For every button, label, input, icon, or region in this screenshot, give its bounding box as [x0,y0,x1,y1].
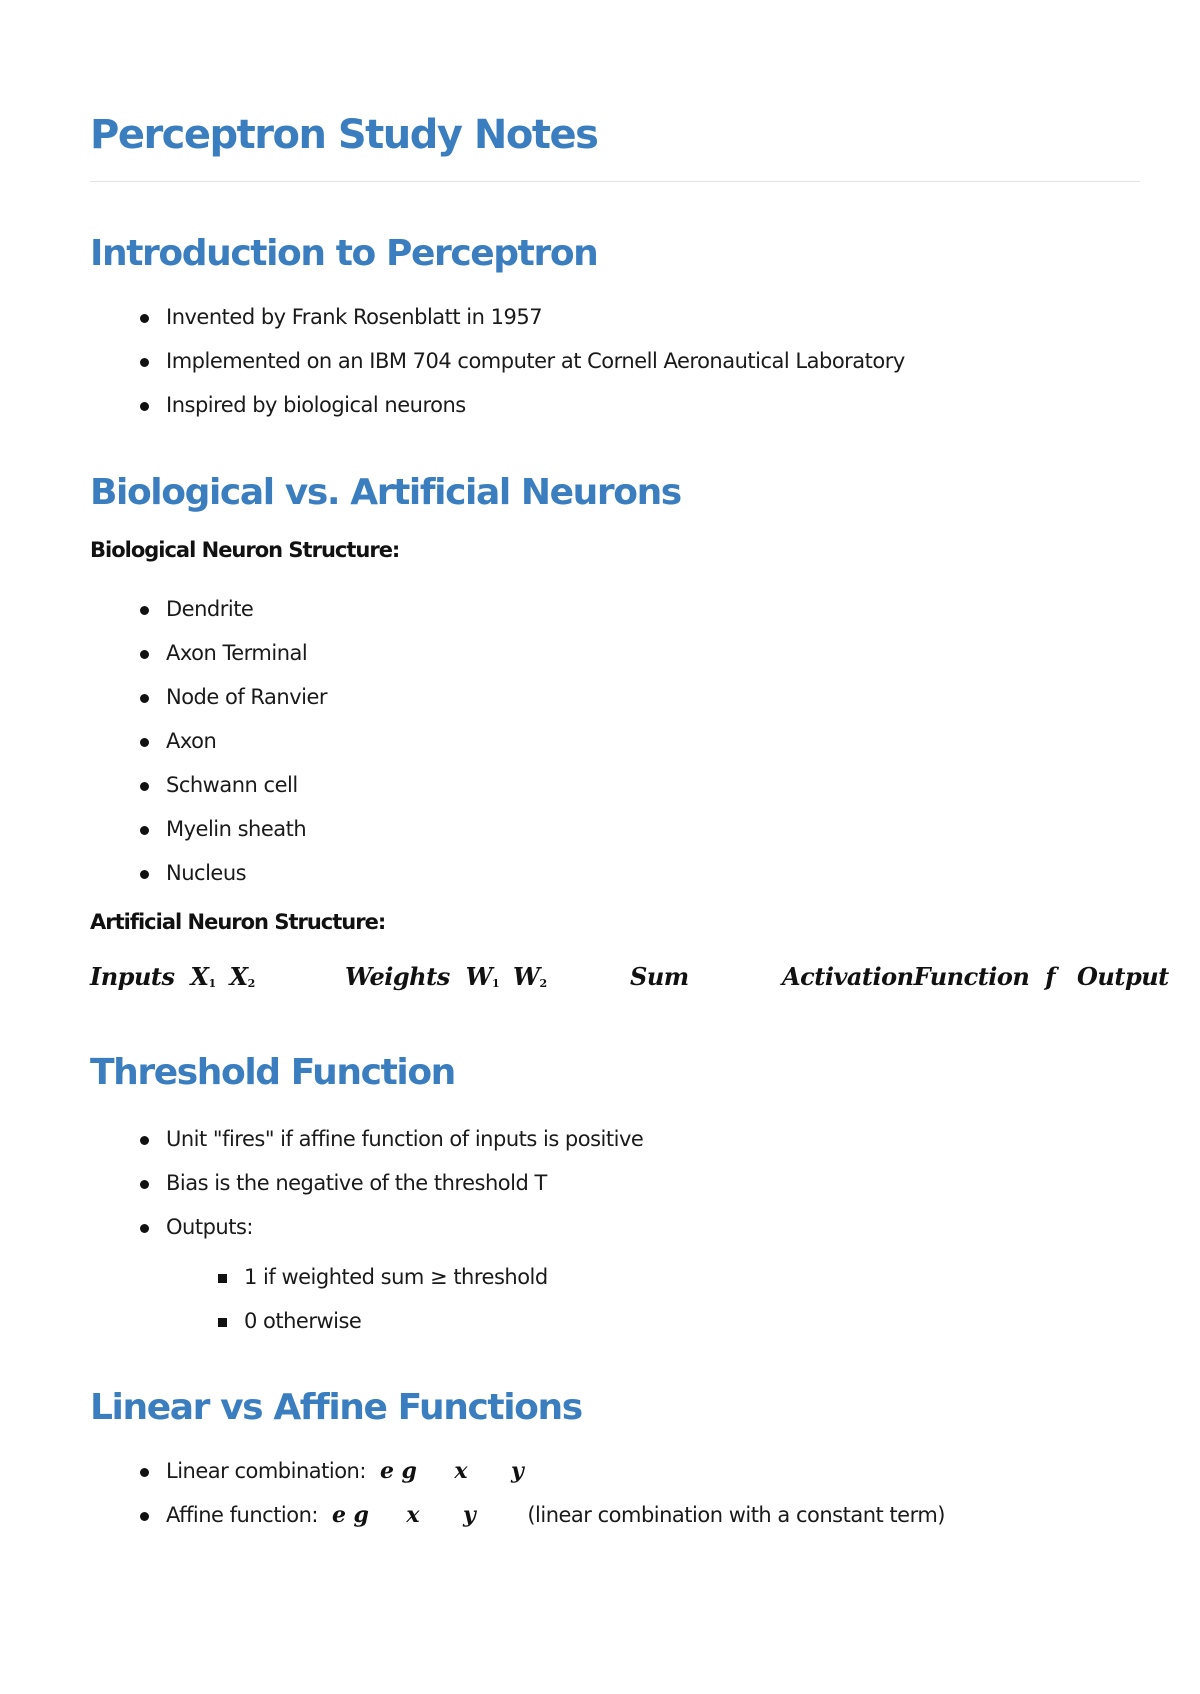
list-item: Outputs: [90,1212,1140,1256]
bio-subheading: Biological Neuron Structure: [90,538,400,562]
math-y: y [463,1502,476,1528]
math-x: x [406,1502,420,1528]
weights-term: Weights $W_1$ $W_2$ [345,962,547,991]
list-item: Implemented on an IBM 704 computer at Cornell Aeronautical Laboratory [90,346,1140,390]
list-item: Inspired by biological neurons [90,390,1140,434]
list-item: Schwann cell [90,770,1140,814]
intro-list [90,302,1140,434]
inputs-term: Inputs $X_1$ $X_2$ [90,962,255,991]
list-item: Axon [90,726,1140,770]
section-heading-intro: Introduction to Perceptron [90,233,598,274]
threshold-output-list [90,1262,1140,1350]
section-heading-neurons: Biological vs. Artificial Neurons [90,472,681,513]
bullet-icon [140,402,149,411]
list-item: Unit "fires" if affine function of inputs is positive [90,1124,1140,1168]
math-y: y [510,1458,524,1484]
bullet-icon [140,1136,149,1145]
math-e: e [379,1458,394,1484]
section-heading-threshold: Threshold Function [90,1052,455,1093]
sum-term: Sum [630,962,689,991]
square-bullet-icon [218,1274,227,1283]
bullet-icon [140,1512,149,1521]
bullet-icon [140,1224,149,1233]
bullet-icon [140,694,149,703]
list-item: Linear combination: e g x y [90,1456,1140,1500]
bullet-icon [140,314,149,323]
list-item: Myelin sheath [90,814,1140,858]
bio-list [90,594,1140,902]
list-item: Dendrite [90,594,1140,638]
output-term: Output [1077,962,1169,991]
threshold-list [90,1124,1140,1256]
activation-term: ActivationFunction f [782,962,1056,991]
list-item: 1 if weighted sum ≥ threshold [90,1262,1140,1306]
list-item: Nucleus [90,858,1140,902]
list-item: Affine function: e g x y (linear combination with a constant term) [90,1500,1140,1544]
bullet-icon [140,606,149,615]
list-item: Axon Terminal [90,638,1140,682]
list-item: Bias is the negative of the threshold T [90,1168,1140,1212]
title-divider [90,181,1140,182]
math-e: e [332,1502,346,1528]
bullet-icon [140,826,149,835]
bullet-icon [140,650,149,659]
square-bullet-icon [218,1318,227,1327]
page-title: Perceptron Study Notes [90,112,598,158]
art-subheading: Artificial Neuron Structure: [90,910,386,934]
bullet-icon [140,782,149,791]
artificial-neuron-diagram [90,962,1180,1002]
bullet-icon [140,1180,149,1189]
list-item: Node of Ranvier [90,682,1140,726]
affine-note: (linear combination with a constant term) [527,1503,945,1527]
bullet-icon [140,358,149,367]
linear-list [90,1456,1140,1544]
section-heading-linear: Linear vs Affine Functions [90,1387,582,1428]
math-g: g [401,1458,417,1484]
math-x: x [454,1458,467,1484]
bullet-icon [140,1468,149,1477]
list-item: 0 otherwise [90,1306,1140,1350]
bullet-icon [140,738,149,747]
list-item: Invented by Frank Rosenblatt in 1957 [90,302,1140,346]
math-g: g [353,1502,369,1528]
bullet-icon [140,870,149,879]
